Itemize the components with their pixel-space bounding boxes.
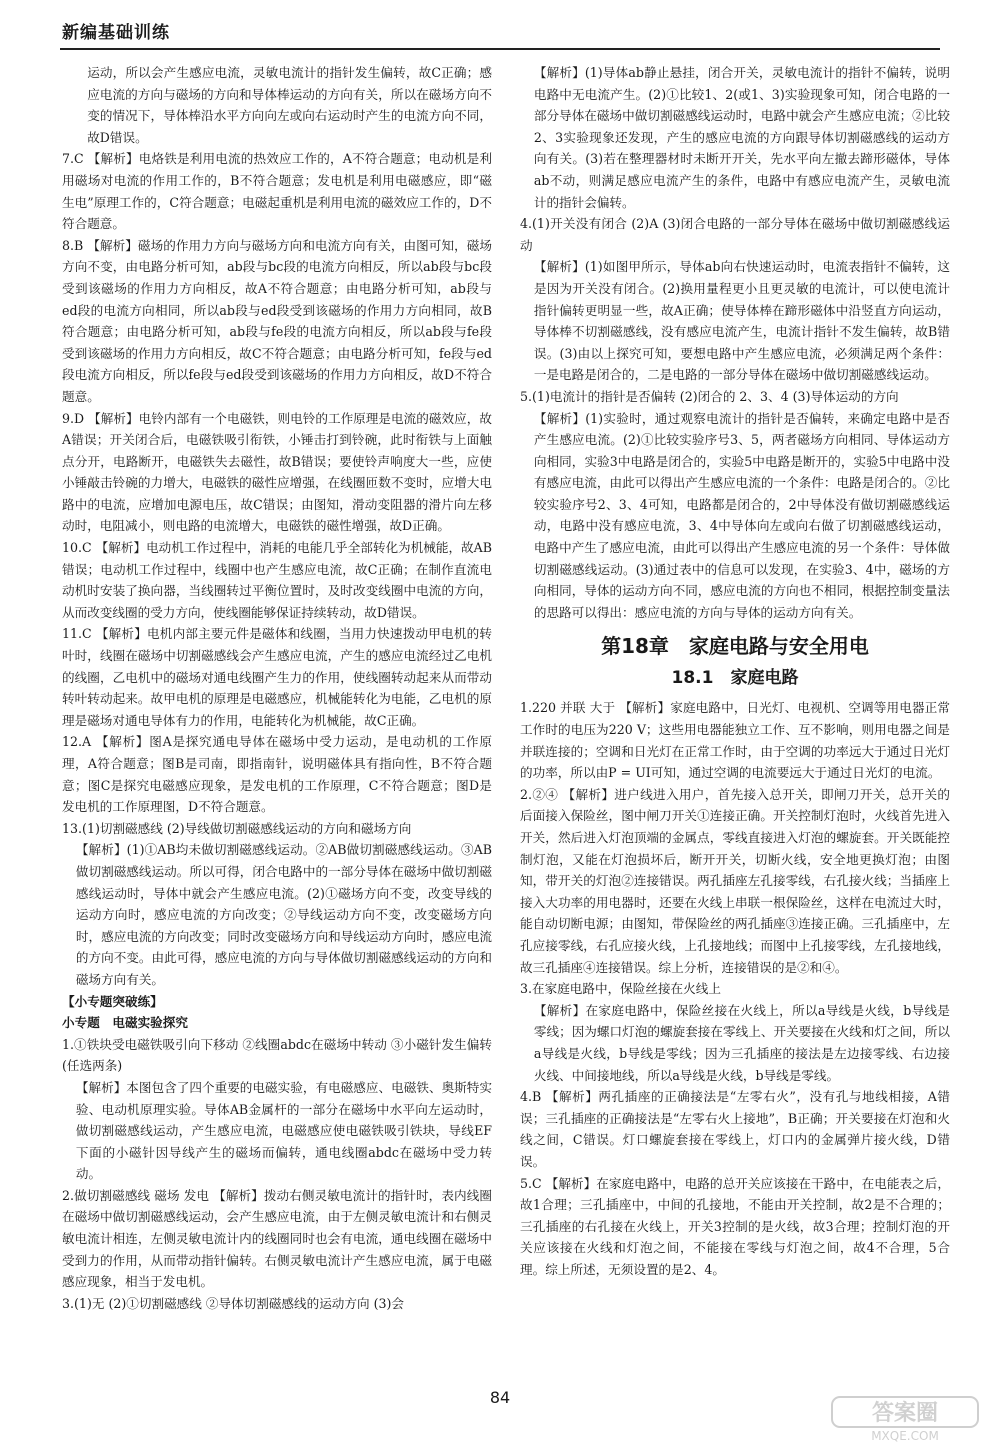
answer-9: 9.D 【解析】电铃内部有一个电磁铁，则电铃的工作原理是电流的磁效应，故A错误；开关闭合后，电磁铁吸引衔铁，小锤击打到铃碗，此时衔铁与上面触点分开，电路断开，电磁铁失去磁性，故B错误；要使铃声响度大一些，应使小锤敲击铃碗的力增大，电磁铁的磁性应增强，在线圈匝数不变时，应增大电路中的电流，应增加电源电压，故C错误；由图知，滑动变阻器的滑片向左移动时，电阻减小，则电路的电流增大，电磁铁的磁性增强，故D正确。: [62, 410, 492, 534]
watermark-text: 答案圈: [871, 1401, 939, 1426]
topic-answer-5-analysis: 【解析】(1)实验时，通过观察电流计的指针是否偏转，来确定电路中是否产生感应电流。(2)①比较实验序号3、5，两者磁场方向相同、导体运动方向相同，实验3中电路是闭合的，实验5中电路是断开的，实验5中电路中没有感应电流，由此可以得出产生感应电流的一个条件：电路是闭合的。②比较实验序号2、3、4可知，电路都是闭合的，2中导体没有做切割磁感线运动，电路中没有感应电流，3、4中导体向左或向右做了切割磁感线运动，电路中产生了感应电流，由此可以得出产生感应电流的另一个条件：导体做切割磁感线运动。(3)通过表中的信息可以发现，在实验3、4中，磁场的方向相同，导体的运动方向不同，感应电流的方向也不相同，根据控制变量法的思路可以得出：感应电流的方向与导体的运动方向有关。: [533, 410, 950, 620]
chapter-title: 第18章 家庭电路与安全用电: [601, 634, 869, 659]
topic-answer-3-analysis: 【解析】(1)导体ab静止悬挂，闭合开关，灵敏电流计的指针不偏转，说明电路中无电流产生。(2)①比较1、2(或1、3)实验现象可知，闭合电路的一部分导体在磁场中做切割磁感线运动时，电路中就会产生感应电流；②比较2、3实验现象还发现，产生的感应电流的方向跟导体切割磁感线的运动方向有关。(3)若在整理器材时未断开开关，先水平向左撤去蹄形磁体，导体ab不动，则满足感应电流产生的条件，电路中有感应电流产生，灵敏电流计的指针会偏转。: [533, 65, 950, 210]
topic-answer-3: 3.(1)无 (2)①切割磁感线 ②导体切割磁感线的运动方向 (3)会: [62, 1295, 405, 1311]
topic-answer-2: 2.做切割磁感线 磁场 发电 【解析】拨动右侧灵敏电流计的指针时，表内线圈在磁场中做切割磁感线运动，会产生感应电流，由于左侧灵敏电流计和右侧灵敏电流计相连，左侧灵敏电流计内的线圈同时也会有电流，通电线圈在磁场中受到力的作用，从而带动指针偏转。右侧灵敏电流计产生感应电流，属于电磁感应现象，相当于发电机。: [62, 1187, 492, 1290]
topic-answer-5: 5.(1)电流计的指针是否偏转 (2)闭合的 2、3、4 (3)导体运动的方向: [520, 388, 899, 404]
topic-answer-1: 1.①铁块受电磁铁吸引向下移动 ②线圈abdc在磁场中转动 ③小磁针发生偏转(任选两条): [62, 1036, 492, 1074]
header-rule: [60, 48, 940, 50]
answer-11: 11.C 【解析】电机内部主要元件是磁体和线圈，当用力快速拨动甲电机的转叶时，线圈在磁场中切割磁感线会产生感应电流，产生的感应电流经过乙电机的线圈，乙电机中的磁场对通电线圈产生力的作用，使线圈转动起来从而带动转叶转动起来。故甲电机的原理是电磁感应，机械能转化为电能，乙电机的原理是磁场对通电导体有力的作用，电能转化为机械能，故C正确。: [62, 626, 492, 728]
right-column: [520, 62, 950, 1280]
left-column: [62, 62, 492, 1314]
section-answer-3-analysis: 【解析】在家庭电路中，保险丝接在火线上，所以a导线是火线，b导线是零线；因为螺口灯泡的螺旋套接在零线上、开关要接在火线和灯之间，所以a导线是火线，b导线是零线；因为三孔插座的接法是左边接零线、右边接火线、中间接地线，所以a导线是火线，b导线是零线。: [533, 1002, 950, 1083]
page-number: 84: [489, 1388, 511, 1407]
left-para-1: 运动，所以会产生感应电流，灵敏电流计的指针发生偏转，故C正确；感应电流的方向与磁场的方向和导体棒运动的方向有关，所以在磁场方向不变的情况下，导体棒沿水平方向向左或向右运动时产生的电流方向不同，故D错误。: [87, 65, 492, 145]
page-header: 新编基础训练: [62, 23, 170, 43]
section-answer-1: 1.220 并联 大于 【解析】家庭电路中，日光灯、电视机、空调等用电器正常工作时的电压为220 V；这些用电器能独立工作、互不影响，则用电器之间是并联连接的；空调和日光灯在正常工作时，由于空调的功率远大于通过日光灯的功率，所以由P = UI可知，通过空调的电流要远大于通过日光灯的电流。: [520, 700, 950, 781]
answer-8: 8.B 【解析】磁场的作用力方向与磁场方向和电流方向有关，由图可知，磁场方向不变，由电路分析可知，ab段与bc段的电流方向相反，所以ab段与bc段受到该磁场的作用力方向相反，故A不符合题意；由电路分析可知，ab段与ed段的电流方向相同，所以ab段与ed段受到该磁场的作用力方向相同，故B符合题意；由电路分析可知，ab段与fe段的电流方向相反，所以ab段与fe段受到该磁场的作用力方向相反，故C不符合题意；由电路分析可知，fe段与ed段电流方向相反，所以fe段与ed段受到该磁场的作用力方向相反，故D不符合题意。: [62, 237, 492, 404]
topic-answer-4: 4.(1)开关没有闭合 (2)A (3)闭合电路的一部分导体在磁场中做切割磁感线运动: [520, 216, 950, 253]
watermark-url: MXQE.COM: [871, 1429, 939, 1443]
section-answer-5: 5.C 【解析】在家庭电路中，电路的总开关应该接在干路中，在电能表之后，故1合理；三孔插座中，中间的孔接地，不能由开关控制，故2是不合理的；三孔插座的右孔接在火线上，开关3控制的是火线，故3合理；控制灯泡的开关应该接在火线和灯泡之间，不能接在零线与灯泡之间，故4不合理，5合理。综上所述，无须设置的是2、4。: [520, 1175, 950, 1277]
topic-answer-4-analysis: 【解析】(1)如图甲所示，导体ab向右快速运动时，电流表指针不偏转，这是因为开关没有闭合。(2)换用量程更小且更灵敏的电流计，可以使电流计指针偏转更明显一些，故A正确；使导体棒在蹄形磁体中沿竖直方向运动，导体棒不切割磁感线，没有感应电流产生，电流计指针不发生偏转，故B错误。(3)由以上探究可知，要想电路中产生感应电流，必须满足两个条件：一是电路是闭合的，二是电路的一部分导体在磁场中做切割磁感线运动。: [533, 259, 950, 383]
answer-13-analysis: 【解析】(1)①AB均未做切割磁感线运动。②AB做切割磁感线运动。③AB做切割磁感线运动。所以可得，闭合电路中的一部分导体在磁场中做切割磁感线运动时，导体中就会产生感应电流。(2)①磁场方向不变，改变导线的运动方向时，感应电流的方向改变；②导线运动方向不变，改变磁场方向时，感应电流的方向改变；同时改变磁场方向和导线运动方向时，感应电流的方向不变。由此可得，感应电流的方向与导体做切割磁感线运动的方向和磁场方向有关。: [75, 842, 492, 987]
section-title: 18.1 家庭电路: [671, 668, 799, 689]
section-answer-2: 2.②④ 【解析】进户线进入用户，首先接入总开关，即闸刀开关，总开关的后面接入保险丝，图中闸刀开关①连接正确。开关控制灯泡时，火线首先进入开关，然后进入灯泡顶端的金属点，零线直接进入灯泡的螺旋套。开关既能控制灯泡，又能在灯泡损坏后，断开开关，切断火线，安全地更换灯泡；由图知，带开关的灯泡②连接错误。两孔插座左孔接零线，右孔接火线；当插座上接入大功率的用电器时，还要在火线上串联一根保险丝，这样在电流过大时，能自动切断电源；由图知，带保险丝的两孔插座③连接正确。三孔插座中，左孔应接零线，右孔应接火线，上孔接地线；而图中上孔接零线，左孔接地线，故三孔插座④连接错误。综上分析，连接错误的是②和④。: [520, 786, 950, 975]
section-answer-4: 4.B 【解析】两孔插座的正确接法是“左零右火”，没有孔与地线相接，A错误；三孔插座的正确接法是“左零右火上接地”，B正确；开关要接在灯泡和火线之间，C错误。灯口螺旋套接在零线上，灯口内的金属弹片接火线，D错误。: [520, 1089, 950, 1169]
answer-13: 13.(1)切割磁感线 (2)导线做切割磁感线运动的方向和磁场方向: [62, 820, 412, 836]
section-answer-3: 3.在家庭电路中，保险丝接在火线上: [520, 981, 721, 997]
topic-label: 【小专题突破练】: [62, 993, 163, 1009]
answer-7: 7.C 【解析】电烙铁是利用电流的热效应工作的，A不符合题意；电动机是利用磁场对电流的作用工作的，B不符合题意；发电机是利用电磁感应，即“磁生电”原理工作的，C符合题意；电磁起重机是利用电流的磁效应工作的，D不符合题意。: [62, 151, 492, 232]
answer-12: 12.A 【解析】图A是探究通电导体在磁场中受力运动，是电动机的工作原理，A符合题意；图B是司南，即指南针，说明磁体具有指向性，B不符合题意；图C是探究电磁感应现象，是发电机的工作原理，C不符合题意；图D是发电机的工作原理图，D不符合题意。: [62, 734, 492, 815]
watermark-logo: [830, 1395, 980, 1443]
answer-10: 10.C 【解析】电动机工作过程中，消耗的电能几乎全部转化为机械能，故AB错误；电动机工作过程中，线圈中也产生感应电流，故C正确；在制作直流电动机时安装了换向器，当线圈转过平衡位置时，及时改变线圈中电流的方向，从而改变线圈的受力方向，使线圈能够保证持续转动，故D错误。: [62, 540, 492, 620]
topic-answer-1-analysis: 【解析】本图包含了四个重要的电磁实验，有电磁感应、电磁铁、奥斯特实验、电动机原理实验。导体AB金属杆的一部分在磁场中水平向左运动时，做切割磁感线运动，产生感应电流，电磁感应使电磁铁吸引铁块，导线EF下面的小磁针因导线产生的磁场而偏转，通电线圈abdc在磁场中受力转动。: [75, 1079, 492, 1182]
topic-title: 小专题 电磁实验探究: [62, 1015, 188, 1031]
